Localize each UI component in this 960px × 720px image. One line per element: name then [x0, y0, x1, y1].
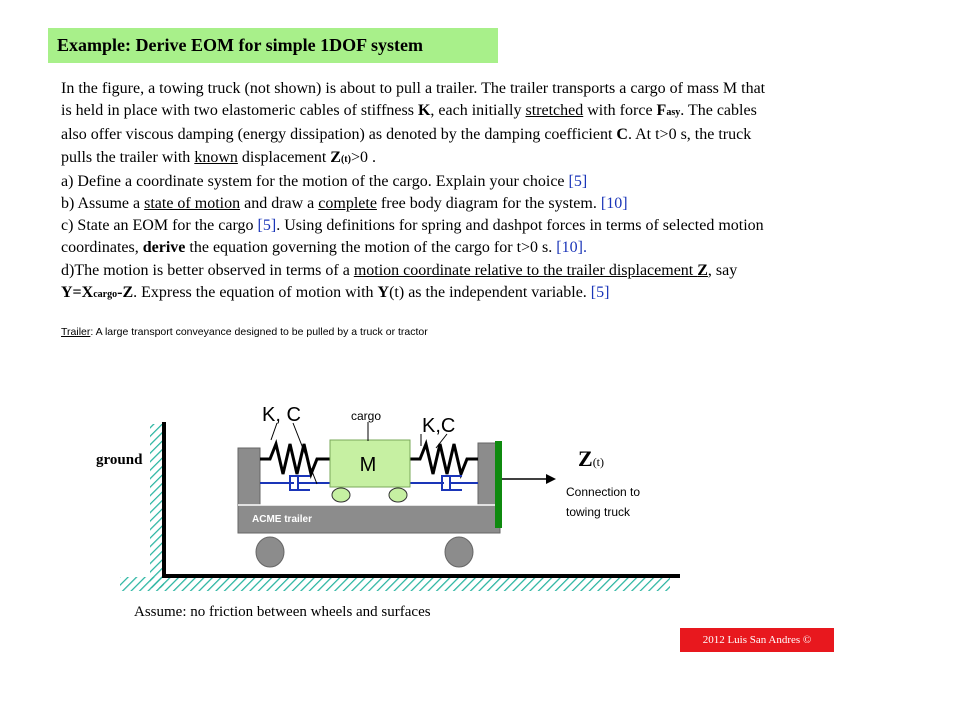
- trailer-definition: Trailer: A large transport conveyance designed to be pulled by a truck or tractor: [61, 326, 428, 338]
- problem-line-2: is held in place with two elastomeric cables of stiffness K, each initially stretched with force Fasy. The cables: [61, 102, 757, 120]
- towing-connector: [495, 441, 502, 528]
- ground-wall-hatch: [150, 424, 164, 588]
- spring-right: [410, 444, 478, 474]
- cargo-wheel-right: [389, 488, 407, 502]
- trailer-label: ACME trailer: [252, 514, 313, 525]
- trailer-left-post: [238, 448, 260, 506]
- assumption-note: Assume: no friction between wheels and surfaces: [134, 604, 431, 620]
- label-connection-2: towing truck: [566, 505, 631, 519]
- label-z: Z(t): [578, 446, 605, 471]
- label-kc-left: K, C: [262, 404, 301, 426]
- ground-floor-hatch: [120, 577, 670, 591]
- label-ground: ground: [96, 452, 143, 468]
- question-d-cont: Y=Xcargo-Z. Express the equation of motion with Y(t) as the independent variable. [5]: [61, 283, 610, 301]
- trailer-wheel-left: [256, 537, 284, 567]
- question-c: c) State an EOM for the cargo [5]. Using definitions for spring and dashpot forces in terms of selected motion: [61, 217, 764, 235]
- question-b: b) Assume a state of motion and draw a complete free body diagram for the system. [10]: [61, 195, 628, 213]
- question-d: d)The motion is better observed in terms of a motion coordinate relative to the trailer displacement Z, say: [61, 261, 738, 279]
- copyright-footer: 2012 Luis San Andres ©: [680, 628, 834, 652]
- question-c-cont: coordinates, derive the equation governing the motion of the cargo for t>0 s. [10].: [61, 239, 587, 257]
- mass-label: M: [359, 454, 377, 476]
- spring-left: [260, 444, 330, 474]
- question-a: a) Define a coordinate system for the motion of the cargo. Explain your choice [5]: [61, 172, 588, 190]
- slide-title: Example: Derive EOM for simple 1DOF system: [48, 28, 498, 63]
- damper-left: [260, 476, 330, 490]
- label-connection-1: Connection to: [566, 485, 641, 499]
- problem-line-3: also offer viscous damping (energy dissipation) as denoted by the damping coefficient C. At t>0 s, the truck: [61, 126, 752, 144]
- problem-line-4: pulls the trailer with known displacement Z(t)>0 .: [61, 148, 376, 166]
- trailer-wheel-right: [445, 537, 473, 567]
- label-cargo: cargo: [351, 409, 382, 423]
- leader-kc-left-2: [293, 423, 317, 484]
- label-kc-right: K,C: [422, 415, 456, 437]
- problem-line-1: In the figure, a towing truck (not shown) is about to pull a trailer. The trailer transports a cargo of mass M that: [61, 80, 766, 97]
- cargo-wheel-left: [332, 488, 350, 502]
- z-arrow-head: [546, 474, 556, 484]
- damper-right: [410, 476, 478, 490]
